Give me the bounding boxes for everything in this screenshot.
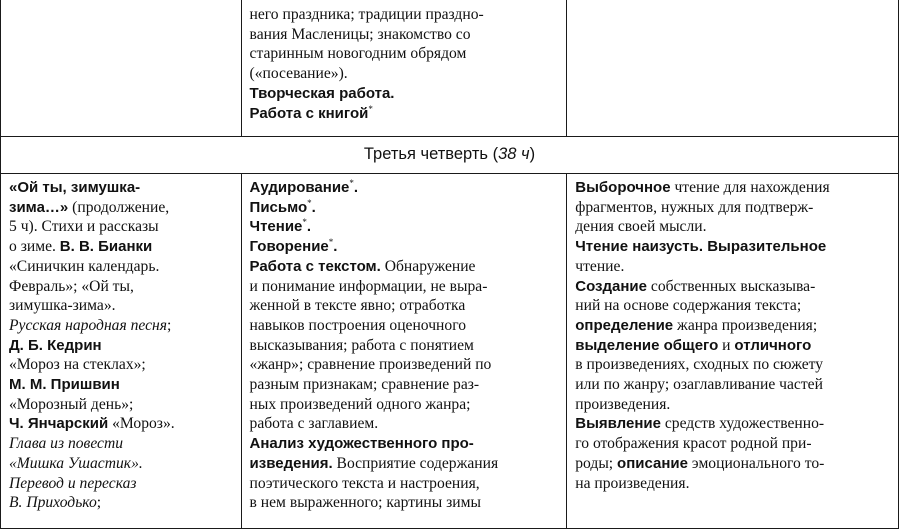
punctuation: . bbox=[333, 238, 338, 256]
activity-line bbox=[250, 198, 561, 218]
activity-writing: Письмо bbox=[249, 198, 308, 216]
activity-line bbox=[250, 178, 561, 198]
text-line: в нем выраженного; картины зимы bbox=[249, 494, 481, 512]
topic-line bbox=[9, 414, 235, 434]
text-line: средств художественно- bbox=[660, 415, 825, 433]
analysis-heading: Анализ художественного про- bbox=[249, 435, 474, 453]
work-title: Февраль»; «Ой ты, bbox=[9, 277, 134, 295]
footnote-mark: * bbox=[349, 177, 354, 188]
topic-desc: Стихи и рассказы bbox=[37, 218, 159, 236]
text-line: роды; bbox=[575, 454, 618, 472]
topic-title-cont: зима…» bbox=[9, 198, 69, 216]
top-cell-2 bbox=[241, 0, 567, 137]
activity-line bbox=[250, 217, 561, 237]
text-line: чтение для нахождения bbox=[670, 179, 830, 196]
analysis-heading-cont: изведения. bbox=[249, 454, 333, 472]
table-row-top bbox=[1, 0, 899, 137]
activity-listening: Аудирование bbox=[249, 179, 350, 196]
creative-work-heading: Творческая работа. bbox=[249, 84, 395, 102]
text-line: старинным новогодним обрядом bbox=[249, 45, 467, 63]
text-line: Обнаружение bbox=[380, 257, 476, 275]
text-line: дения своей мысли. bbox=[575, 218, 707, 236]
creating: Создание bbox=[575, 277, 647, 295]
topic-line bbox=[9, 178, 235, 198]
text-line: Восприятие содержания bbox=[332, 454, 499, 472]
text-line: вания Масленицы; знакомство со bbox=[249, 25, 471, 43]
work-source: «Мишка Ушастик». bbox=[9, 454, 143, 472]
footnote-mark: * bbox=[368, 103, 373, 114]
text-line: разным признакам; сравнение раз- bbox=[249, 376, 480, 394]
text-line: эмоционального то- bbox=[687, 454, 825, 472]
punctuation: ; bbox=[96, 494, 102, 512]
text-line: высказывания; работа с понятием bbox=[249, 336, 474, 354]
top-cell-3 bbox=[567, 0, 899, 137]
table-row-main bbox=[1, 174, 899, 529]
top-cell-1 bbox=[1, 0, 242, 137]
topic-hours: 5 ч). bbox=[9, 218, 38, 236]
activity-speaking: Говорение bbox=[249, 238, 329, 256]
text-line: «жанр»; сравнение произведений по bbox=[249, 356, 492, 374]
text-line: собственных высказыва- bbox=[647, 277, 816, 295]
activity-line bbox=[575, 454, 892, 474]
work-source: В. Приходько bbox=[9, 494, 97, 512]
book-work-line bbox=[250, 104, 561, 124]
text-line: фрагментов, нужных для подтверж- bbox=[575, 198, 814, 216]
footnote-mark: * bbox=[328, 236, 334, 247]
activities-cell bbox=[567, 174, 899, 529]
quarter-hours: 38 ч bbox=[498, 145, 530, 164]
quarter-label: Третья четверть bbox=[363, 145, 489, 164]
activity-line bbox=[575, 178, 892, 198]
text-work-heading: Работа с текстом. bbox=[249, 257, 381, 275]
topic-note: (продолжение, bbox=[68, 198, 170, 216]
punctuation: . bbox=[353, 179, 359, 196]
author-name: В. В. Бианки bbox=[59, 238, 153, 256]
text-line: и bbox=[718, 336, 735, 354]
work-source: Глава из повести bbox=[9, 435, 124, 453]
text-line: чтение. bbox=[575, 257, 625, 275]
topic-line bbox=[9, 237, 235, 257]
text-line: и понимание информации, не выра- bbox=[249, 277, 488, 295]
text-line: или по жанру; озаглавливание частей bbox=[575, 376, 823, 394]
text-line: го отображения красот родной при- bbox=[575, 435, 812, 453]
work-title: зимушка-зима». bbox=[9, 297, 116, 315]
author-name: Д. Б. Кедрин bbox=[9, 336, 102, 354]
activity-line bbox=[250, 237, 561, 257]
topic-line bbox=[9, 493, 235, 513]
work-title: «Синичкин календарь. bbox=[9, 257, 160, 275]
reading-by-heart: Чтение наизусть. Выразительное bbox=[575, 238, 827, 256]
text-line: женной в тексте явно; отработка bbox=[249, 297, 466, 315]
revealing: Выявление bbox=[575, 415, 661, 433]
punctuation: ; bbox=[167, 316, 172, 334]
text-line: («посевание»). bbox=[249, 65, 348, 83]
topic-title: «Ой ты, зимушка- bbox=[9, 179, 141, 196]
quarter-heading: Третья четверть (38 ч) bbox=[1, 137, 899, 174]
punctuation: . bbox=[311, 198, 316, 216]
text-line: ных произведений одного жанра; bbox=[249, 395, 471, 413]
work-title: «Морозный день»; bbox=[9, 395, 134, 413]
activity-line bbox=[575, 414, 892, 434]
activity-line bbox=[575, 336, 892, 356]
topic-cell bbox=[1, 174, 242, 529]
defining: определение bbox=[575, 316, 674, 334]
author-name: М. М. Пришвин bbox=[9, 376, 120, 394]
activity-line bbox=[250, 454, 561, 474]
text-line: него праздника; традиции праздно- bbox=[249, 6, 484, 23]
activity-reading: Чтение bbox=[249, 218, 303, 236]
content-cell bbox=[241, 174, 567, 529]
work-source: Русская народная песня bbox=[9, 316, 168, 334]
text-line: в произведениях, сходных по сюжету bbox=[575, 356, 824, 374]
text-line: ний на основе содержания текста; bbox=[575, 297, 802, 315]
activity-line bbox=[250, 257, 561, 277]
topic-desc: о зиме. bbox=[9, 238, 60, 256]
highlight-common: выделение общего bbox=[575, 336, 719, 354]
activity-line bbox=[575, 316, 892, 336]
author-name: Ч. Янчарский bbox=[9, 415, 109, 433]
text-line: навыков построения оценочного bbox=[249, 316, 466, 334]
text-line: на произведения. bbox=[575, 474, 690, 492]
text-line: произведения. bbox=[575, 395, 671, 413]
punctuation: . bbox=[306, 218, 312, 236]
footnote-mark: * bbox=[302, 217, 307, 228]
topic-line bbox=[9, 217, 235, 237]
topic-line bbox=[9, 316, 235, 336]
work-title: «Мороз на стеклах»; bbox=[9, 356, 146, 374]
book-work-heading: Работа с книгой bbox=[249, 104, 369, 122]
activity-line bbox=[575, 277, 892, 297]
text-line: поэтического текста и настроения, bbox=[249, 474, 480, 492]
highlight-distinct: отличного bbox=[734, 336, 812, 354]
text-line: работа с заглавием. bbox=[249, 415, 379, 433]
work-title: «Мороз». bbox=[108, 415, 175, 433]
work-source: Перевод и пересказ bbox=[9, 474, 137, 492]
selective-reading: Выборочное bbox=[575, 179, 671, 196]
footnote-mark: * bbox=[307, 197, 312, 208]
text-line: жанра произведения; bbox=[673, 316, 818, 334]
topic-line bbox=[9, 198, 235, 218]
table-row-quarter bbox=[1, 137, 899, 174]
describing: описание bbox=[617, 454, 688, 472]
